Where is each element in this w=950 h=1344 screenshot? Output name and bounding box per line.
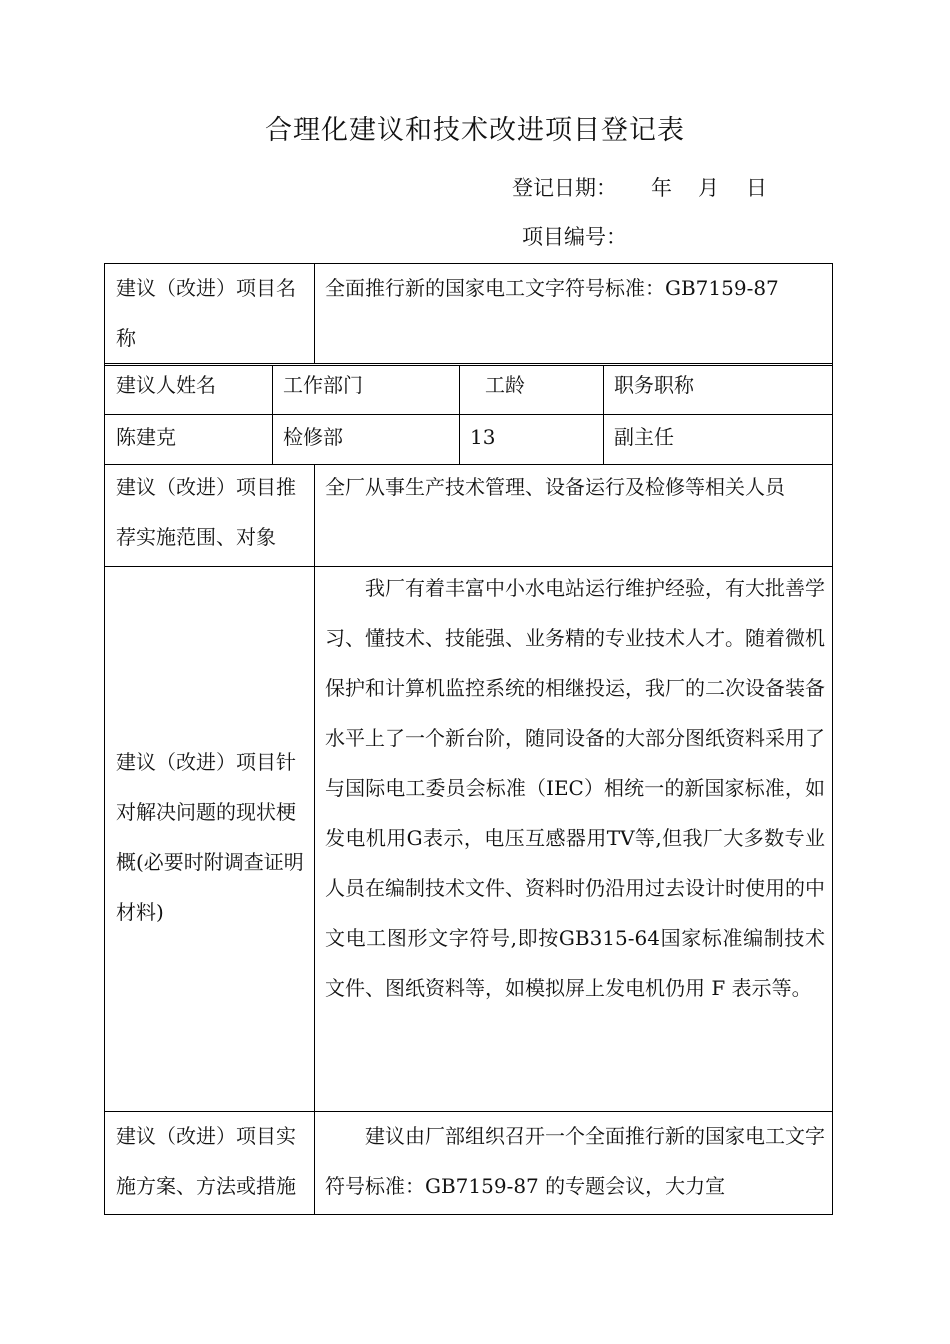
- reg-date-label: 登记日期：: [512, 176, 617, 200]
- scope-label: 建议（改进）项目推荐实施范围、对象: [116, 475, 296, 549]
- plan-description: 建议由厂部组织召开一个全面推行新的国家电工文字符号标准：GB7159-87 的专题会议，大力宣: [325, 1124, 825, 1198]
- column-divider: [314, 263, 315, 363]
- header-proposer-name: 建议人姓名: [116, 373, 216, 397]
- column-divider: [459, 365, 460, 464]
- project-name-value: 全面推行新的国家电工文字符号标准：GB7159-87: [325, 276, 779, 300]
- table-border-left: [104, 263, 105, 1215]
- reg-month: 月: [698, 176, 719, 200]
- reg-day: 日: [746, 176, 767, 200]
- header-department: 工作部门: [283, 373, 363, 397]
- column-divider: [314, 464, 315, 1215]
- proposer-position: 副主任: [614, 425, 674, 449]
- registration-date: [512, 172, 767, 202]
- header-seniority: 工龄: [485, 373, 525, 397]
- proposer-department: 检修部: [283, 425, 343, 449]
- column-divider: [272, 365, 273, 464]
- reg-year: 年: [651, 176, 672, 200]
- table-border-right: [832, 263, 833, 1215]
- proposer-seniority: 13: [470, 425, 496, 449]
- project-number-label: 项目编号：: [522, 225, 627, 249]
- header-position: 职务职称: [614, 373, 694, 397]
- plan-label: 建议（改进）项目实施方案、方法或措施: [116, 1124, 296, 1198]
- problem-description: 我厂有着丰富中小水电站运行维护经验，有大批善学习、懂技术、技能强、业务精的专业技术人才。随着微机保护和计算机监控系统的相继投运，我厂的二次设备装备水平上了一个新台阶，随同设备的大部分图纸资料采用了与国际电工委员会标准（IEC）相统一的新国家标准，如发电机用G表示，电压互感器用TV等,但我厂大多数专业人员在编制技术文件、资料时仍沿用过去设计时使用的中文电工图形文字符号,即按GB315-64国家标准编制技术文件、图纸资料等，如模拟屏上发电机仍用 F 表示等。: [325, 576, 825, 1000]
- form-title: 合理化建议和技术改进项目登记表: [265, 115, 685, 146]
- registration-table: [104, 263, 833, 1215]
- problem-label: 建议（改进）项目针对解决问题的现状梗概(必要时附调查证明材料): [116, 750, 304, 924]
- table-border-bottom: [104, 1214, 833, 1215]
- proposer-name: 陈建克: [116, 425, 176, 449]
- project-name-label: 建议（改进）项目名称: [116, 276, 296, 350]
- column-divider: [603, 365, 604, 464]
- scope-value: 全厂从事生产技术管理、设备运行及检修等相关人员: [325, 475, 785, 499]
- row-divider: [104, 414, 833, 415]
